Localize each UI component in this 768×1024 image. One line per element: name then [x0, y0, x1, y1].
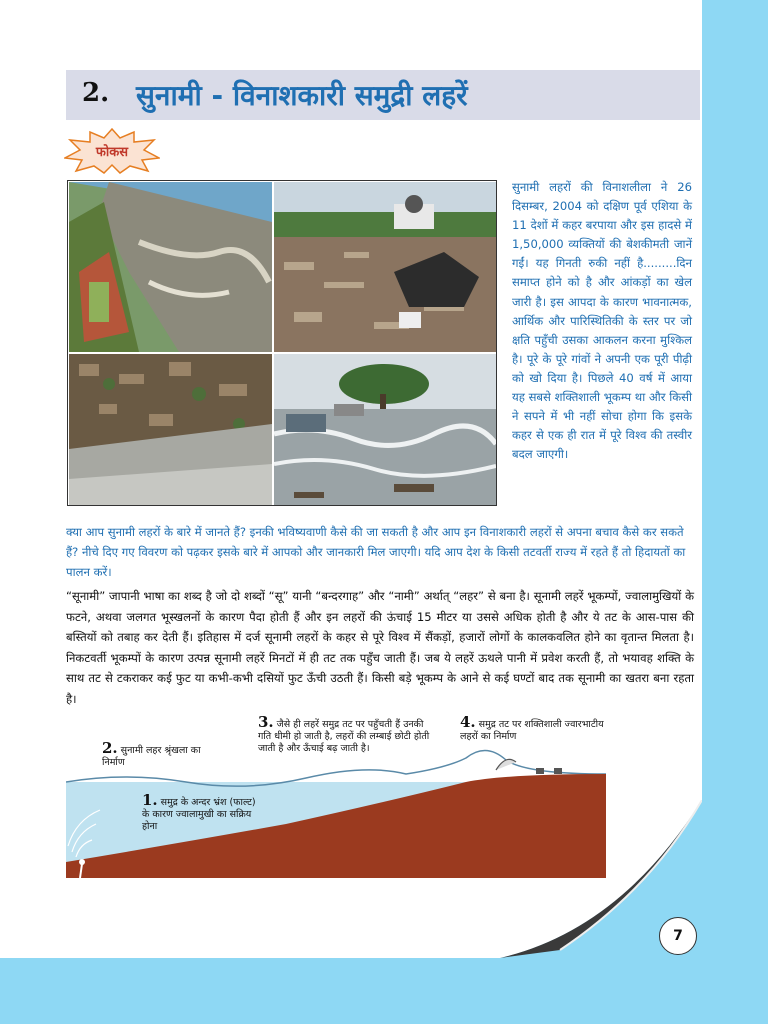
- body-paragraph: “सूनामी” जापानी भाषा का शब्द है जो दो शब्दों “सू” यानी “बन्दरगाह” और “नामी” अर्थात् “लहर” से बना है। सूनामी लहरें भूकम्पों, ज्वालामुखियों के फटने, अथवा जलगत भूस्खलनों के कारण पैदा होती हैं और इन लहरों की ऊंचाई 15 मीटर या उससे अधिक होती है और ये तट के आस-पास की बस्तियों को तबाह कर देती हैं। इतिहास में दर्ज सूनामी लहरों के कहर से पूरे विश्व में सैंकड़ों, हजारों लोगों के कालकवलित होने का वृतान्त मिलता है। निकटवर्ती भूकम्पों के कारण उत्पन्न सूनामी लहरें मिनटों में ही तट तक पहुँच जाती हैं। जब ये लहरें ऊथले पानी में प्रवेश करती हैं, तो भयावह शक्ति के साथ तट से टकराकर कई फुट या कभी-कभी दसियों फुट ऊँची उठती हैं। किसी बड़े भूकम्प के आने से कई घण्टों बाद तक सूनामी का खतरा बना रहता है।: [66, 589, 694, 706]
- diagram-step-3: [258, 713, 436, 755]
- step-2-number: 2.: [102, 739, 118, 757]
- step-3-text: जैसे ही लहरें समुद्र तट पर पहुँचती हैं उनकी गति धीमी हो जाती है, लहरों की लम्बाई छोटी होती जाती है और ऊँचाई बढ़ जाती है।: [258, 719, 430, 754]
- step-1-number: 1.: [142, 791, 158, 809]
- diagram-step-2: [102, 739, 222, 769]
- photo-destroyed-town: [69, 354, 272, 505]
- step-4-text: समुद्र तट पर शक्तिशाली ज्वारभाटीय लहरों का निर्माण: [460, 719, 604, 742]
- chapter-title: सुनामी - विनाशकारी समुद्री लहरें: [136, 79, 468, 112]
- step-2-text: सुनामी लहर श्रृंखला का निर्माण: [102, 745, 201, 768]
- tsunami-intro-column: सुनामी लहरों की विनाशलीला ने 26 दिसम्बर, 2004 को दक्षिण पूर्व एशिया के 11 देशों में कहर बरपाया और इस हादसे में 1,50,000 व्यक्तियों की बेशकीमती जानें गईं। यह गिनती रुकी नहीं है.........दिन समाप्त होने को है और आंकड़ों का खेल जारी है। इस आपदा के कारण भावनात्मक, आर्थिक और पारिस्थितिकी के स्तर पर जो क्षति पहुँची उसका आकलन करना मुश्किल है। पूरे के पूरे गांवों ने अपनी एक पूरी पीढ़ी को खो दिया है। पिछले 40 वर्ष में आया यह सबसे शक्तिशाली भूकम्प था और किसी ने सपने में भी नहीं सोचा होगा कि इसके कहर से एक ही रात में पूरे विश्व की तस्वीर बदल जाएगी।: [512, 180, 692, 462]
- chapter-number: 2.: [82, 78, 110, 108]
- photo-flooded-street: [274, 354, 496, 505]
- step-4-number: 4.: [460, 713, 476, 731]
- step-1-text: समुद्र के अन्दर भ्रंश (फाल्ट) के कारण ज्वालामुखी का सक्रिय होना: [142, 797, 256, 832]
- photo-debris-mosque: [274, 182, 496, 352]
- diagram-step-1: [142, 791, 262, 833]
- step-3-number: 3.: [258, 713, 274, 731]
- photo-aerial-coast: [69, 182, 272, 352]
- diagram-step-4: [460, 713, 606, 743]
- focus-label: फोकस: [95, 145, 129, 160]
- chapter-title-bar: [66, 70, 700, 120]
- focus-badge: [64, 128, 160, 174]
- questions-paragraph: क्या आप सुनामी लहरों के बारे में जानते हैं? इनकी भविष्यवाणी कैसे की जा सकती है और आप इन विनाशकारी लहरों से अपना बचाव कैसे कर सकते हैं? नीचे दिए गए विवरण को पढ़कर इसके बारे में आपको और जानकारी मिल जाएगी। यदि आप देश के किसी तटवर्ती राज्य में रहते हैं तो हिदायतों का पालन करें।: [66, 525, 686, 579]
- tsunami-photo-collage: [67, 180, 497, 506]
- page-number: 7: [659, 917, 697, 955]
